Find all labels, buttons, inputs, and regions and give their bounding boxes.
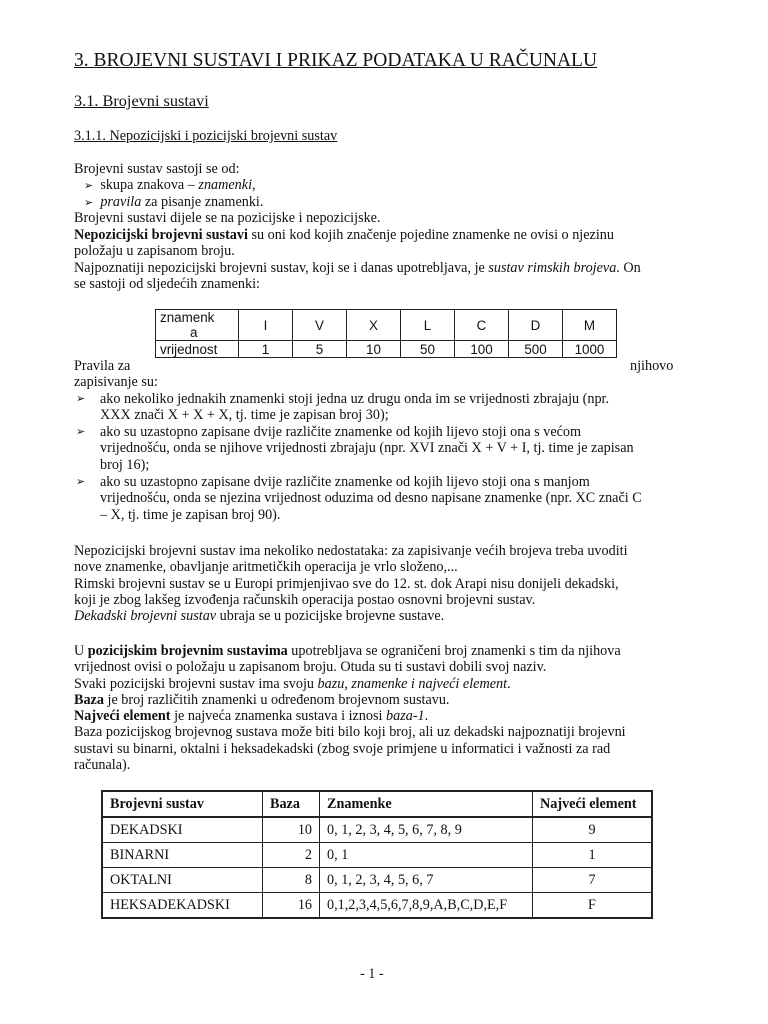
paragraph-rimski: Najpoznatiji nepozicijski brojevni sustav, koji se i danas upotrebljava, je sustav rimskih brojeva. On se sastoji od sljedećih znamenki: — [74, 260, 641, 293]
table-cell: DEKADSKI — [102, 817, 263, 843]
rule-item-3: ako su uzastopno zapisane dvije različite znamenke od kojih lijevo stoji ona s manjom vrijednošću, onda se njezina vrijednost oduzima od desno napisane znamenke (npr. XC znači C – X, tj. time je zapisan broj 90). — [100, 474, 642, 523]
table-cell: BINARNI — [102, 843, 263, 868]
paragraph-pozicijski: U pozicijskim brojevnim sustavima upotrebljava se ograničeni broj znamenki s tim da njihova vrijednost ovisi o položaju u zapisanom broju. Otuda su ti sustavi dobili svoj naziv. Svaki pozicijski brojevni sustav ima svoju bazu, znamenke i najveći element. Baza je broj različitih znamenki u određenom brojevnom sustavu. Najveći element je najveća znamenka sustava i iznosi baza-1. Baza pozicijskog brojevnog sustava može biti bilo koji broj, ali uz dekadski najpoznatiji brojevni sustavi su binarni, oktalni i heksadekadski (zbog svoje primjene u informatici i važnosti za rad računala). — [74, 643, 626, 774]
rules-intro-line2: zapisivanje su: — [74, 374, 158, 390]
table-row — [102, 868, 652, 893]
section-heading: 3.1. Brojevni sustavi — [74, 91, 209, 110]
table-row — [102, 817, 652, 843]
table-cell: C — [455, 310, 509, 341]
arrowhead-bullet-icon: ➢ — [76, 475, 86, 488]
intro-bullet-2: ➢ pravila za pisanje znamenki. — [84, 194, 264, 210]
table-cell: 500 — [509, 341, 563, 358]
table-cell: HEKSADEKADSKI — [102, 893, 263, 919]
table-cell: 100 — [455, 341, 509, 358]
table-cell: D — [509, 310, 563, 341]
arrowhead-bullet-icon: ➢ — [84, 196, 94, 209]
table-header-cell: Znamenke — [320, 791, 533, 817]
roman-numerals-table — [155, 309, 617, 358]
table-header-cell: Baza — [263, 791, 320, 817]
table-cell: 10 — [263, 817, 320, 843]
table-cell: 8 — [263, 868, 320, 893]
rules-intro-right: njihovo — [630, 358, 674, 374]
table-cell: 10 — [347, 341, 401, 358]
table-cell: X — [347, 310, 401, 341]
table-cell: 0, 1, 2, 3, 4, 5, 6, 7 — [320, 868, 533, 893]
table-row — [156, 310, 617, 341]
table-cell: 9 — [533, 817, 653, 843]
table-cell: M — [563, 310, 617, 341]
page-number: - 1 - — [360, 966, 384, 982]
table-cell: V — [293, 310, 347, 341]
intro-bullet-1: ➢ skupa znakova – znamenki, — [84, 177, 256, 193]
table-cell-label: znamenk a — [156, 310, 239, 341]
paragraph-nedostaci: Nepozicijski brojevni sustav ima nekoliko nedostataka: za zapisivanje većih brojeva treba uvoditi nove znamenke, obavljanje aritmetičkih operacija je vrlo složeno,... Rimski brojevni sustav se u Europi primjenjivao sve do 12. st. dok Arapi nisu donijeli dekadski, koji je zbog lakšeg izvođenja računskih operacija postao osnovni brojevni sustav. Dekadski brojevni sustav ubraja se u pozicijske brojevne sustave. — [74, 543, 628, 625]
number-systems-table — [101, 790, 653, 919]
table-cell: 1 — [533, 843, 653, 868]
table-cell: 5 — [293, 341, 347, 358]
rule-item-2: ako su uzastopno zapisane dvije različite znamenke od kojih lijevo stoji ona s većom vrijednošću, onda se njihove vrijednosti zbrajaju (npr. XVI znači X + V + I, tj. time je zapisan broj 16); — [100, 424, 634, 473]
table-header-row — [102, 791, 652, 817]
table-header-cell: Brojevni sustav — [102, 791, 263, 817]
table-cell: F — [533, 893, 653, 919]
subsection-heading: 3.1.1. Nepozicijski i pozicijski brojevni sustav — [74, 128, 338, 144]
table-row — [102, 893, 652, 919]
table-cell: 0, 1 — [320, 843, 533, 868]
rule-item-1: ako nekoliko jednakih znamenki stoji jedna uz drugu onda im se vrijednosti zbrajaju (npr. XXX znači X + X + X, tj. time je zapisan broj 30); — [100, 391, 610, 424]
paragraph-nepozicijski: Nepozicijski brojevni sustavi su oni kod kojih značenje pojedine znamenke ne ovisi o njezinu položaju u zapisanom broju. — [74, 227, 614, 260]
intro-line-2: Brojevni sustavi dijele se na pozicijske i nepozicijske. — [74, 210, 381, 226]
table-cell: 7 — [533, 868, 653, 893]
table-cell: 2 — [263, 843, 320, 868]
intro-line: Brojevni sustav sastoji se od: — [74, 161, 240, 177]
table-cell: I — [239, 310, 293, 341]
table-row — [156, 341, 617, 358]
table-cell: 1000 — [563, 341, 617, 358]
arrowhead-bullet-icon: ➢ — [76, 392, 86, 405]
table-cell-label: vrijednost — [156, 341, 239, 358]
chapter-heading: 3. BROJEVNI SUSTAVI I PRIKAZ PODATAKA U RAČUNALU — [74, 50, 598, 71]
table-cell: 0, 1, 2, 3, 4, 5, 6, 7, 8, 9 — [320, 817, 533, 843]
table-header-cell: Najveći element — [533, 791, 653, 817]
table-row — [102, 843, 652, 868]
arrowhead-bullet-icon: ➢ — [76, 425, 86, 438]
table-cell: 16 — [263, 893, 320, 919]
table-cell: OKTALNI — [102, 868, 263, 893]
rules-intro-left: Pravila za — [74, 358, 131, 374]
table-cell: 1 — [239, 341, 293, 358]
table-cell: L — [401, 310, 455, 341]
table-cell: 0,1,2,3,4,5,6,7,8,9,A,B,C,D,E,F — [320, 893, 533, 919]
arrowhead-bullet-icon: ➢ — [84, 179, 94, 192]
table-cell: 50 — [401, 341, 455, 358]
